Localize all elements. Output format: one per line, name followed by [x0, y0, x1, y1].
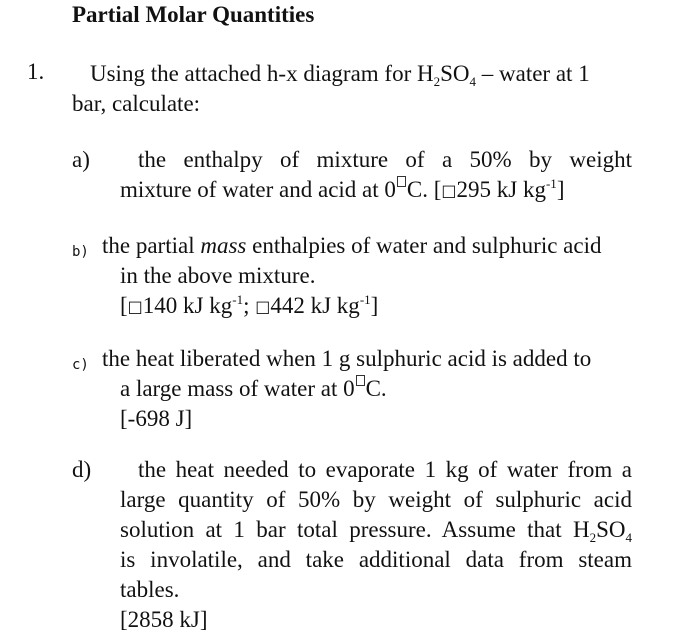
degree-symbol-box — [397, 176, 406, 187]
part-d-line3: solution at 1 bar total pressure. Assume that $H_2SO_4$ — [120, 517, 632, 545]
part-a-line1: the enthalpy of mixture of a 50% by weight — [138, 147, 632, 172]
part-d-label: d) — [72, 457, 92, 482]
part-d-line4: is involatile, and take additional data from steam — [120, 547, 632, 572]
part-c-answer: [-698 J] — [120, 406, 193, 431]
question-number: 1. — [27, 59, 45, 84]
part-d-line1: the heat needed to evaporate 1 kg of water from a — [138, 457, 632, 482]
page-title: Partial Molar Quantities — [72, 2, 315, 27]
part-a-line2: mixture of water and acid at 0 C. [□295 kJ $kg^{-1}$] — [120, 176, 565, 202]
part-d-answer: [2858 kJ] — [120, 607, 208, 632]
part-d — [72, 455, 632, 635]
part-c — [72, 344, 632, 434]
degree-symbol-box — [356, 375, 365, 386]
part-b-answer: [□140 kJ $kg^{-1}$; □442 kJ $kg^{-1}$] — [120, 292, 379, 318]
part-a — [72, 145, 632, 206]
part-c-line2: a large mass of water at 0 C. — [120, 376, 387, 401]
part-b — [72, 231, 632, 322]
part-c-label: c) — [72, 357, 89, 373]
part-c-line1: the heat liberated when 1 g sulphuric acid is added to — [102, 346, 592, 371]
part-a-label: a) — [72, 147, 90, 172]
part-d-line2: large quantity of 50% by weight of sulphuric acid — [120, 487, 632, 512]
question-intro: Using the attached h-x diagram for $H_2SO_4$ – water at 1 bar, calculate: — [72, 61, 590, 116]
part-d-line5: tables. — [120, 577, 180, 602]
part-b-label: b) — [72, 244, 89, 260]
part-b-line2: in the above mixture. — [120, 263, 316, 288]
part-b-line1: the partial mass enthalpies of water and sulphuric acid — [102, 233, 602, 258]
